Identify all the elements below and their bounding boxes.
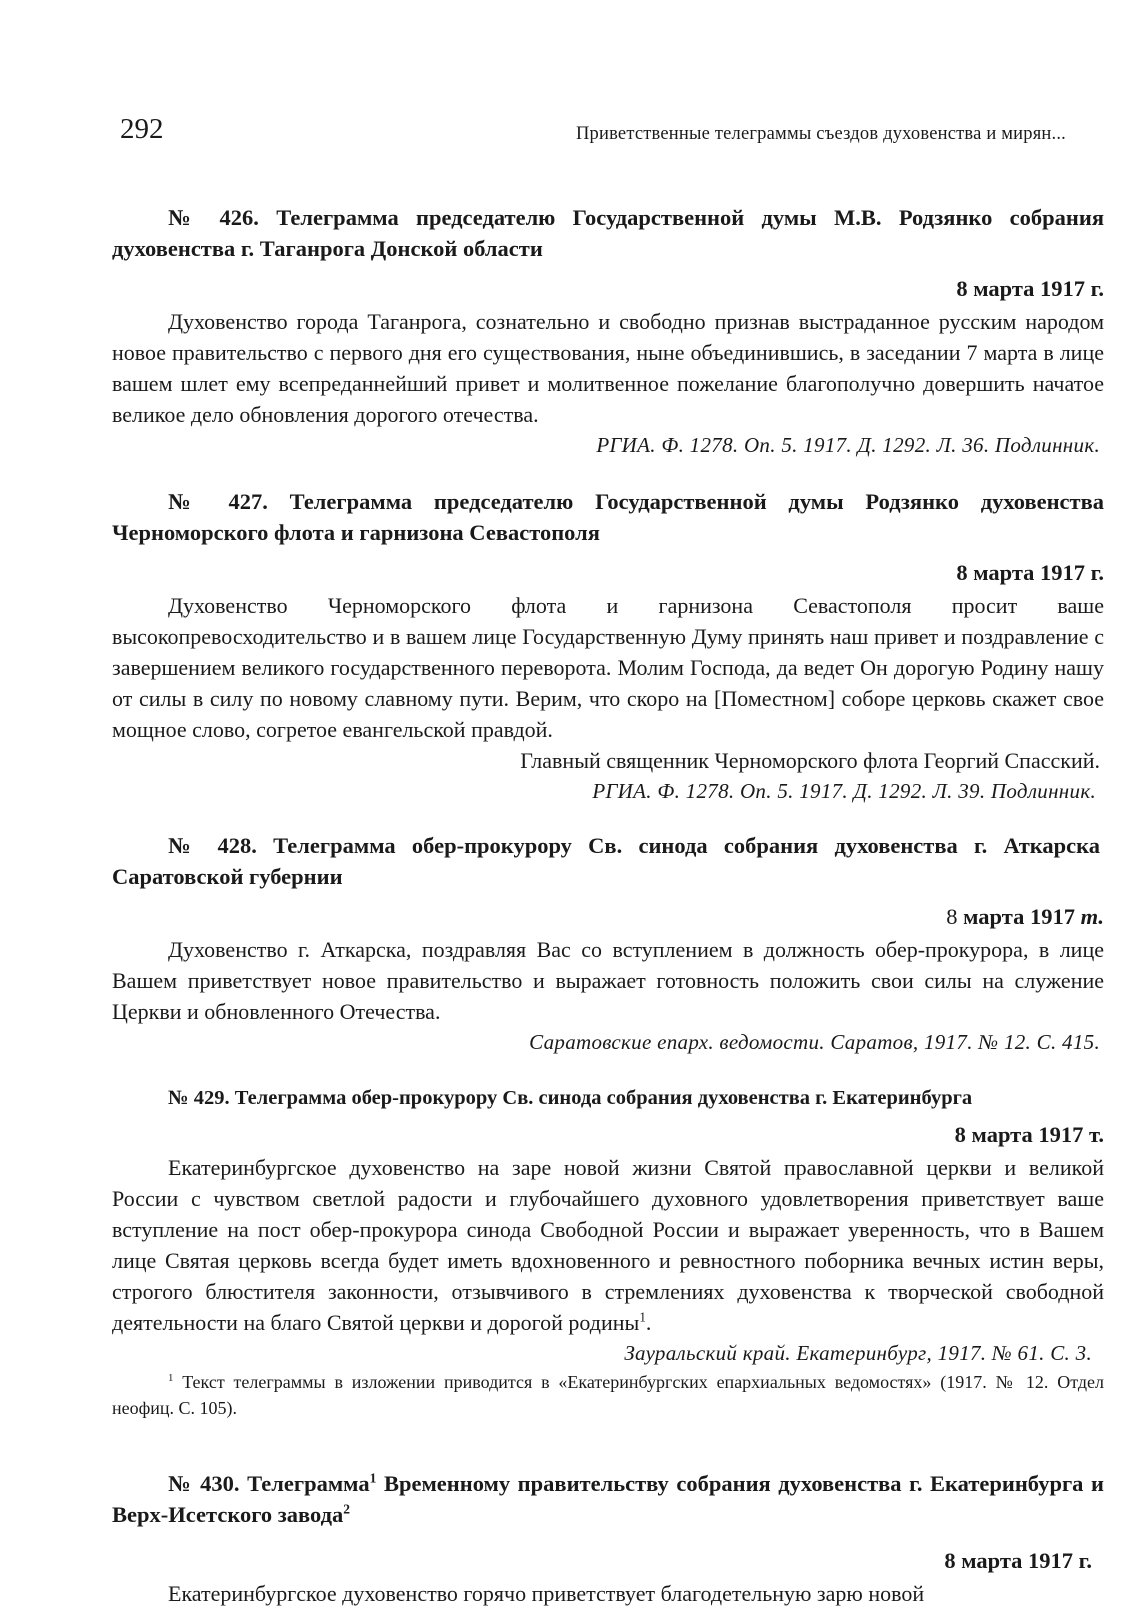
- title-footnote-1: 1: [369, 1470, 377, 1486]
- document-title: № 427. Телеграмма председателю Государственной думы Родзянко духовенства Черноморского флота и гарнизона Севастополя: [112, 489, 1104, 545]
- title-footnote-2: 2: [343, 1501, 351, 1517]
- document-430: [112, 1468, 1104, 1609]
- signature: Главный священник Черноморского флота Георгий Спасский.: [520, 748, 1100, 773]
- archival-source: РГИА. Ф. 1278. Оп. 5. 1917. Д. 1292. Л. 36. Подлинник.: [596, 433, 1100, 457]
- archival-source: Саратовские епарх. ведомости. Саратов, 1917. № 12. С. 415.: [529, 1030, 1100, 1054]
- document-title: № 428. Телеграмма обер-прокурору Св. синода собрания духовенства г. Аткарска Саратовской губернии: [112, 833, 1100, 889]
- body-end: .: [645, 1310, 652, 1335]
- date-suffix: т.: [1080, 904, 1104, 929]
- date-day: 8: [946, 904, 958, 929]
- document-date: 8 марта 1917 г.: [956, 560, 1104, 585]
- footnote: [112, 1369, 1104, 1421]
- document-body: Духовенство Черноморского флота и гарнизона Севастополя просит ваше высокопревосходительство и в вашем лице Государственную Думу принять наш привет и поздравление с завершением великого государственного переворота. Молим Господа, да ведет Он дорогую Родину нашу от силы в силу по новому славному пути. Верим, что скоро на [Поместном] соборе церковь скажет свое мощное слово, согретое евангельской правдой.: [112, 593, 1104, 742]
- document-body: Духовенство города Таганрога, сознательно и свободно признав выстраданное русским народом новое правительство с первого дня его существования, ныне объединившись, в заседании 7 марта в лице вашем шлет ему всепреданнейший привет и молитвенное пожелание благополучно довершить начатое великое дело обновления дорогого отечества.: [112, 309, 1104, 427]
- document-date: 8 марта 1917 т.: [954, 1122, 1104, 1147]
- title-part-1: № 430. Телеграмма: [168, 1471, 370, 1496]
- footnote-number: 1: [168, 1372, 174, 1384]
- document-date: [112, 902, 1104, 932]
- title-part-2: Временному правительству собрания духовенства г. Екатеринбурга и Верх-Исетского завода: [112, 1471, 1104, 1527]
- document-428: [112, 830, 1104, 1058]
- page-number: 292: [120, 113, 164, 145]
- document-title: № 426. Телеграмма председателю Государственной думы М.В. Родзянко собрания духовенства г. Таганрога Донской области: [112, 205, 1104, 261]
- document-body: Духовенство г. Аткарска, поздравляя Вас со вступлением в должность обер-прокурора, в лице Вашем приветствует новое правительство и выражает готовность положить свои силы на служение Церкви и обновленного Отечества.: [112, 937, 1104, 1024]
- document-429: [112, 1083, 1104, 1421]
- document-body: [112, 1152, 1104, 1338]
- date-month-year: марта 1917: [963, 904, 1075, 929]
- document-body: Екатеринбургское духовенство горячо приветствует благодетельную зарю новой: [168, 1581, 925, 1606]
- document-title: № 429. Телеграмма обер-прокурору Св. синода собрания духовенства г. Екатеринбурга: [168, 1087, 973, 1109]
- document-date: 8 марта 1917 г.: [944, 1548, 1092, 1573]
- archival-source: Зауральский край. Екатеринбург, 1917. № 61. С. 3.: [624, 1341, 1092, 1365]
- document-title: [112, 1468, 1104, 1530]
- document-427: [112, 486, 1104, 807]
- body-text: Екатеринбургское духовенство на заре новой жизни Святой православной церкви и великой России с чувством светлой радости и глубочайшего духовного удовлетворения приветствует ваше вступление на пост обер-прокурора синода Свободной России и выражает уверенность, что в Вашем лице Святая церковь всегда будет иметь вдохновенного и ревностного поборника вечных истин веры, строгого блюстителя законности, отзывчивого в стремлениях духовенства к творческой свободной деятельности на благо Святой церкви и дорогой родины: [112, 1155, 1104, 1335]
- footnote-text: Текст телеграммы в изложении приводится в «Екатеринбургских епархиальных ведомостях» (1917. № 12. Отдел неофиц. С. 105).: [112, 1372, 1104, 1418]
- archival-source: РГИА. Ф. 1278. Оп. 5. 1917. Д. 1292. Л. 39. Подлинник.: [592, 779, 1096, 803]
- running-head: Приветственные телеграммы съездов духовенства и мирян...: [575, 124, 1066, 144]
- document-426: [112, 202, 1104, 461]
- footnote-reference: 1: [639, 1309, 646, 1325]
- document-date: 8 марта 1917 г.: [956, 276, 1104, 301]
